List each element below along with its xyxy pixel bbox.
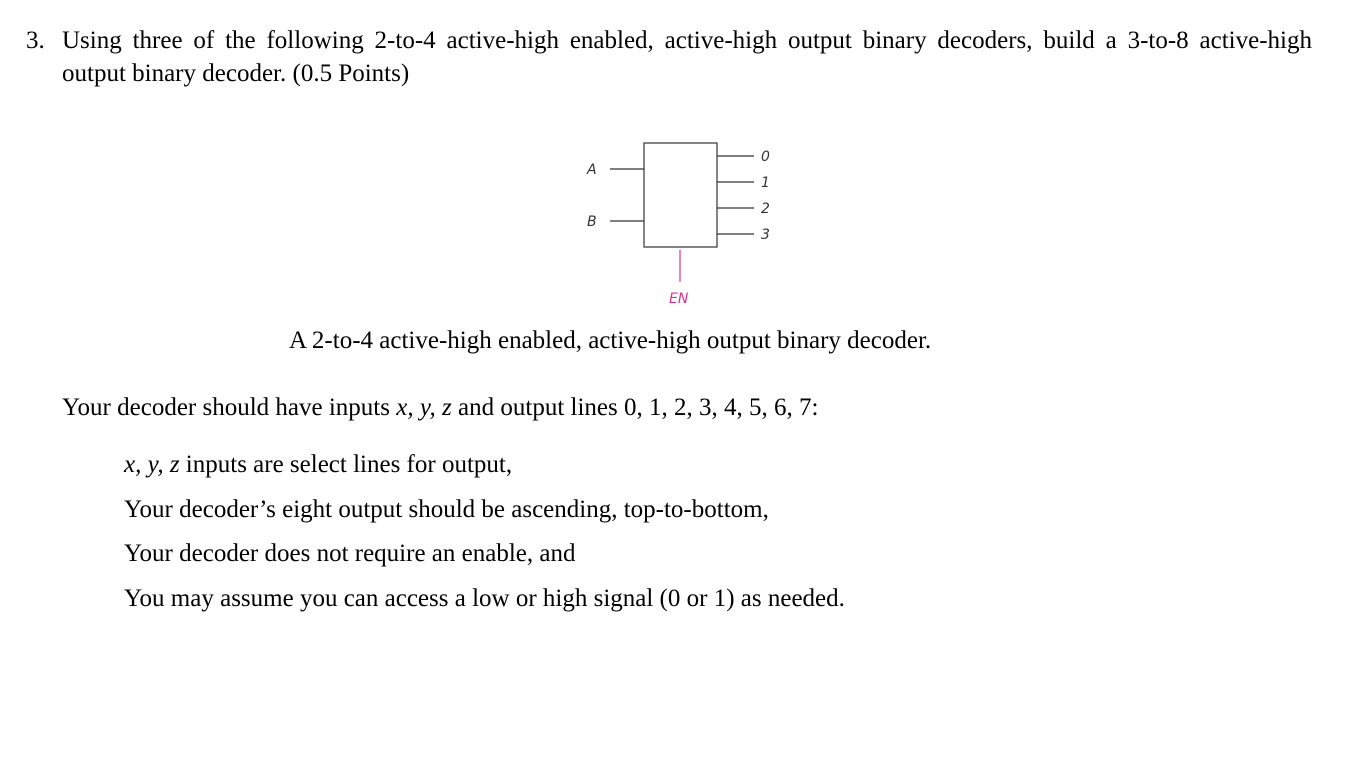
requirement-item (124, 537, 845, 582)
requirement-item (124, 448, 845, 493)
requirement-item (124, 582, 845, 627)
output-label-1: 1 (761, 175, 770, 191)
intro-inputs-math: x, y, z (396, 394, 452, 421)
output-label-2: 2 (761, 201, 770, 217)
intro-middle: and output lines (451, 394, 624, 421)
requirement-text: You may assume you can access a low or high signal (0 or 1) as needed. (124, 584, 845, 612)
output-label-3: 3 (761, 227, 770, 243)
requirement-math: x, y, z (124, 451, 180, 478)
requirement-text: Your decoder’s eight output should be ascending, top-to-bottom, (124, 495, 769, 523)
intro-prefix: Your decoder should have inputs (62, 394, 397, 421)
output-label-0: 0 (761, 149, 770, 165)
requirements-list (124, 448, 845, 626)
intro-sentence (62, 391, 818, 424)
requirement-item (124, 493, 845, 538)
decoder-body (644, 143, 717, 247)
decoder-diagram (580, 135, 800, 315)
question-number: 3. (26, 27, 45, 54)
question-statement (26, 24, 1316, 87)
decoder-symbol-svg (580, 135, 800, 315)
input-label-a: A (587, 162, 597, 178)
requirement-text: Your decoder does not require an enable, and (124, 540, 576, 567)
requirement-text: inputs are select lines for output, (179, 451, 513, 478)
intro-outputs: 0, 1, 2, 3, 4, 5, 6, 7: (624, 394, 819, 421)
question-text: Using three of the following 2-to-4 active-high enabled, active-high output binary decoders, build a 3-to-8 active-high output binary decoder. (0.5 Points) (62, 27, 1312, 87)
input-label-b: B (587, 214, 597, 230)
enable-label: EN (669, 291, 689, 307)
figure-caption: A 2-to-4 active-high enabled, active-high output binary decoder. (289, 327, 932, 354)
